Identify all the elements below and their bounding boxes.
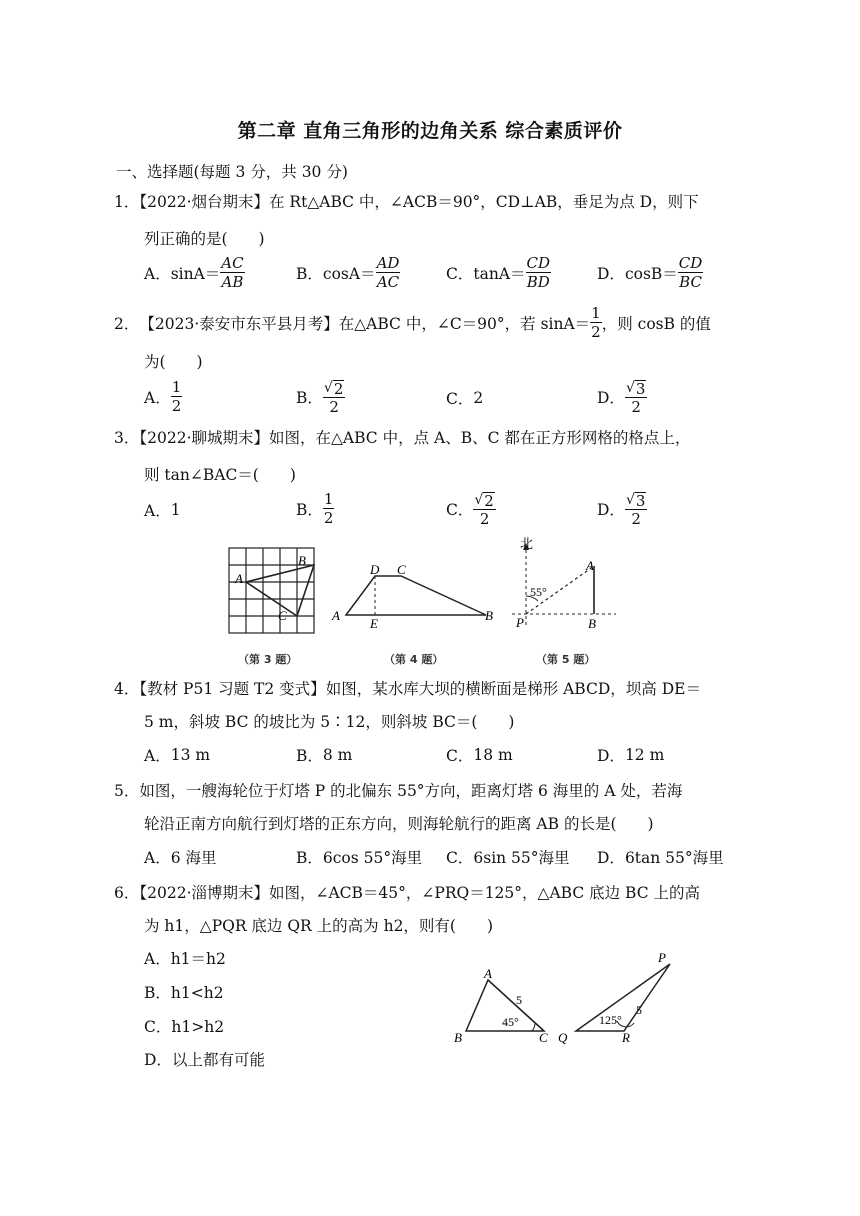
point-label-r: R bbox=[622, 1030, 630, 1044]
point-label-b: B bbox=[454, 1030, 462, 1044]
question-number: 3． bbox=[114, 429, 140, 447]
figure-5-lighthouse bbox=[508, 530, 620, 634]
question-6-option-d[interactable]: D．以上都有可能 bbox=[144, 1051, 265, 1069]
option-a[interactable]: A． 6 海里 bbox=[144, 849, 217, 867]
question-number: 2． bbox=[114, 314, 140, 333]
option-b[interactable]: B． $\frac{1}{2}$ bbox=[296, 490, 334, 527]
question-6-option-b[interactable]: B．h1<h2 bbox=[144, 984, 224, 1002]
question-6-option-a[interactable]: A．h1＝h2 bbox=[144, 950, 226, 968]
figure-4-caption: （第 4 题） bbox=[384, 653, 444, 666]
option-b[interactable]: B． cosA＝ $\frac{AD}{AC}$ bbox=[296, 254, 400, 291]
question-text: 如图，一艘海轮位于灯塔 P 的北偏东 55°方向，距离灯塔 6 海里的 A 处，若海 bbox=[139, 782, 683, 800]
point-label-a: A bbox=[332, 608, 340, 623]
point-label-q: Q bbox=[558, 1030, 568, 1044]
question-6 bbox=[114, 881, 700, 903]
point-label-b: B bbox=[588, 616, 596, 631]
figure-5-caption: （第 5 题） bbox=[536, 653, 596, 666]
question-2-cont: 为( ) bbox=[144, 353, 203, 371]
question-number: 6． bbox=[114, 884, 140, 902]
angle-label: 55° bbox=[530, 585, 547, 599]
question-text: 如图，∠ACB＝45°，∠PRQ＝125°，△ABC 底边 BC 上的高 bbox=[269, 884, 701, 902]
point-label-p: P bbox=[658, 950, 666, 965]
question-text: 在△ABC 中，∠C＝90°，若 sinA＝ bbox=[338, 314, 591, 333]
point-label-c: C bbox=[539, 1030, 548, 1044]
option-d[interactable]: D． 6tan 55°海里 bbox=[597, 849, 724, 867]
option-a[interactable]: A． sinA＝ $\frac{AC}{AB}$ bbox=[144, 254, 244, 291]
question-number: 4． bbox=[114, 680, 140, 698]
question-2: 2． 【2023·泰安市东平县月考】 在△ABC 中，∠C＝90°，若 sinA＝ $\frac{1}{2}$ ，则 cosB 的值 bbox=[114, 304, 711, 341]
option-d[interactable]: D． 12 m bbox=[597, 746, 665, 765]
option-a[interactable]: A． 1 bbox=[144, 501, 181, 520]
option-c[interactable]: C． 18 m bbox=[446, 746, 513, 765]
question-5 bbox=[114, 779, 682, 801]
question-1-cont: 列正确的是( ) bbox=[144, 230, 265, 248]
option-c[interactable]: C． 2 bbox=[446, 389, 484, 408]
option-a[interactable]: A． $\frac{1}{2}$ bbox=[144, 378, 182, 415]
question-source: 【2023·泰安市东平县月考】 bbox=[139, 314, 339, 333]
side-length-label: 5 bbox=[636, 1003, 642, 1017]
angle-label: 45° bbox=[502, 1015, 519, 1029]
question-number: 5． bbox=[114, 782, 140, 800]
option-b[interactable]: B． √ 2 2 bbox=[296, 380, 344, 416]
figure-6-triangles bbox=[446, 944, 686, 1044]
question-3 bbox=[114, 426, 690, 448]
question-6-cont: 为 h1，△PQR 底边 QR 上的高为 h2，则有( ) bbox=[144, 917, 494, 935]
point-label-a: A bbox=[235, 571, 243, 586]
option-d[interactable]: D． √ 3 2 bbox=[597, 492, 646, 528]
figure-3-caption: （第 3 题） bbox=[238, 653, 298, 666]
point-label-a: A bbox=[586, 558, 594, 573]
figure-4-trapezoid bbox=[328, 560, 504, 632]
north-label: 北 bbox=[520, 536, 534, 551]
point-label-b: B bbox=[485, 608, 493, 623]
angle-label: 125° bbox=[599, 1013, 622, 1027]
option-d[interactable]: D． cosB＝ $\frac{CD}{BC}$ bbox=[597, 254, 703, 291]
question-text: 在 Rt△ABC 中，∠ACB＝90°，CD⊥AB，垂足为点 D，则下 bbox=[269, 193, 699, 211]
option-d[interactable]: D． √ 3 2 bbox=[597, 380, 646, 416]
question-3-cont: 则 tan∠BAC＝( ) bbox=[144, 466, 296, 484]
question-source: 【教材 P51 习题 T2 变式】 bbox=[139, 680, 326, 698]
question-4-cont: 5 m，斜坡 BC 的坡比为 5∶12，则斜坡 BC＝( ) bbox=[144, 713, 515, 731]
page-title: 第二章 直角三角形的边角关系 综合素质评价 bbox=[237, 120, 623, 142]
question-number: 1． bbox=[114, 193, 140, 211]
side-length-label: 5 bbox=[516, 993, 522, 1007]
point-label-p: P bbox=[516, 615, 524, 630]
question-5-cont: 轮沿正南方向航行到灯塔的正东方向，则海轮航行的距离 AB 的长是( ) bbox=[144, 815, 654, 833]
question-4 bbox=[114, 677, 701, 699]
option-c[interactable]: C． 6sin 55°海里 bbox=[446, 849, 570, 867]
question-text: 如图，某水库大坝的横断面是梯形 ABCD，坝高 DE＝ bbox=[325, 680, 701, 698]
point-label-c: C bbox=[397, 562, 406, 577]
point-label-d: D bbox=[370, 562, 380, 577]
point-label-b: B bbox=[298, 553, 306, 568]
option-c[interactable]: C． tanA＝ $\frac{CD}{BD}$ bbox=[446, 254, 551, 291]
point-label-e: E bbox=[370, 616, 378, 631]
question-source: 【2022·烟台期末】 bbox=[139, 193, 269, 211]
figure-3-grid bbox=[222, 540, 322, 636]
option-a[interactable]: A． 13 m bbox=[144, 746, 211, 765]
section-heading: 一、选择题(每题 3 分，共 30 分) bbox=[116, 163, 348, 181]
question-1 bbox=[114, 190, 699, 212]
question-text: 如图，在△ABC 中，点 A、B、C 都在正方形网格的格点上， bbox=[269, 429, 691, 447]
point-label-c: C bbox=[278, 608, 287, 623]
question-source: 【2022·聊城期末】 bbox=[139, 429, 269, 447]
option-b[interactable]: B． 8 m bbox=[296, 746, 353, 765]
option-b[interactable]: B． 6cos 55°海里 bbox=[296, 849, 423, 867]
point-label-a: A bbox=[484, 966, 492, 981]
option-c[interactable]: C． √ 2 2 bbox=[446, 492, 494, 528]
question-source: 【2022·淄博期末】 bbox=[139, 884, 269, 902]
question-6-option-c[interactable]: C．h1>h2 bbox=[144, 1018, 225, 1036]
